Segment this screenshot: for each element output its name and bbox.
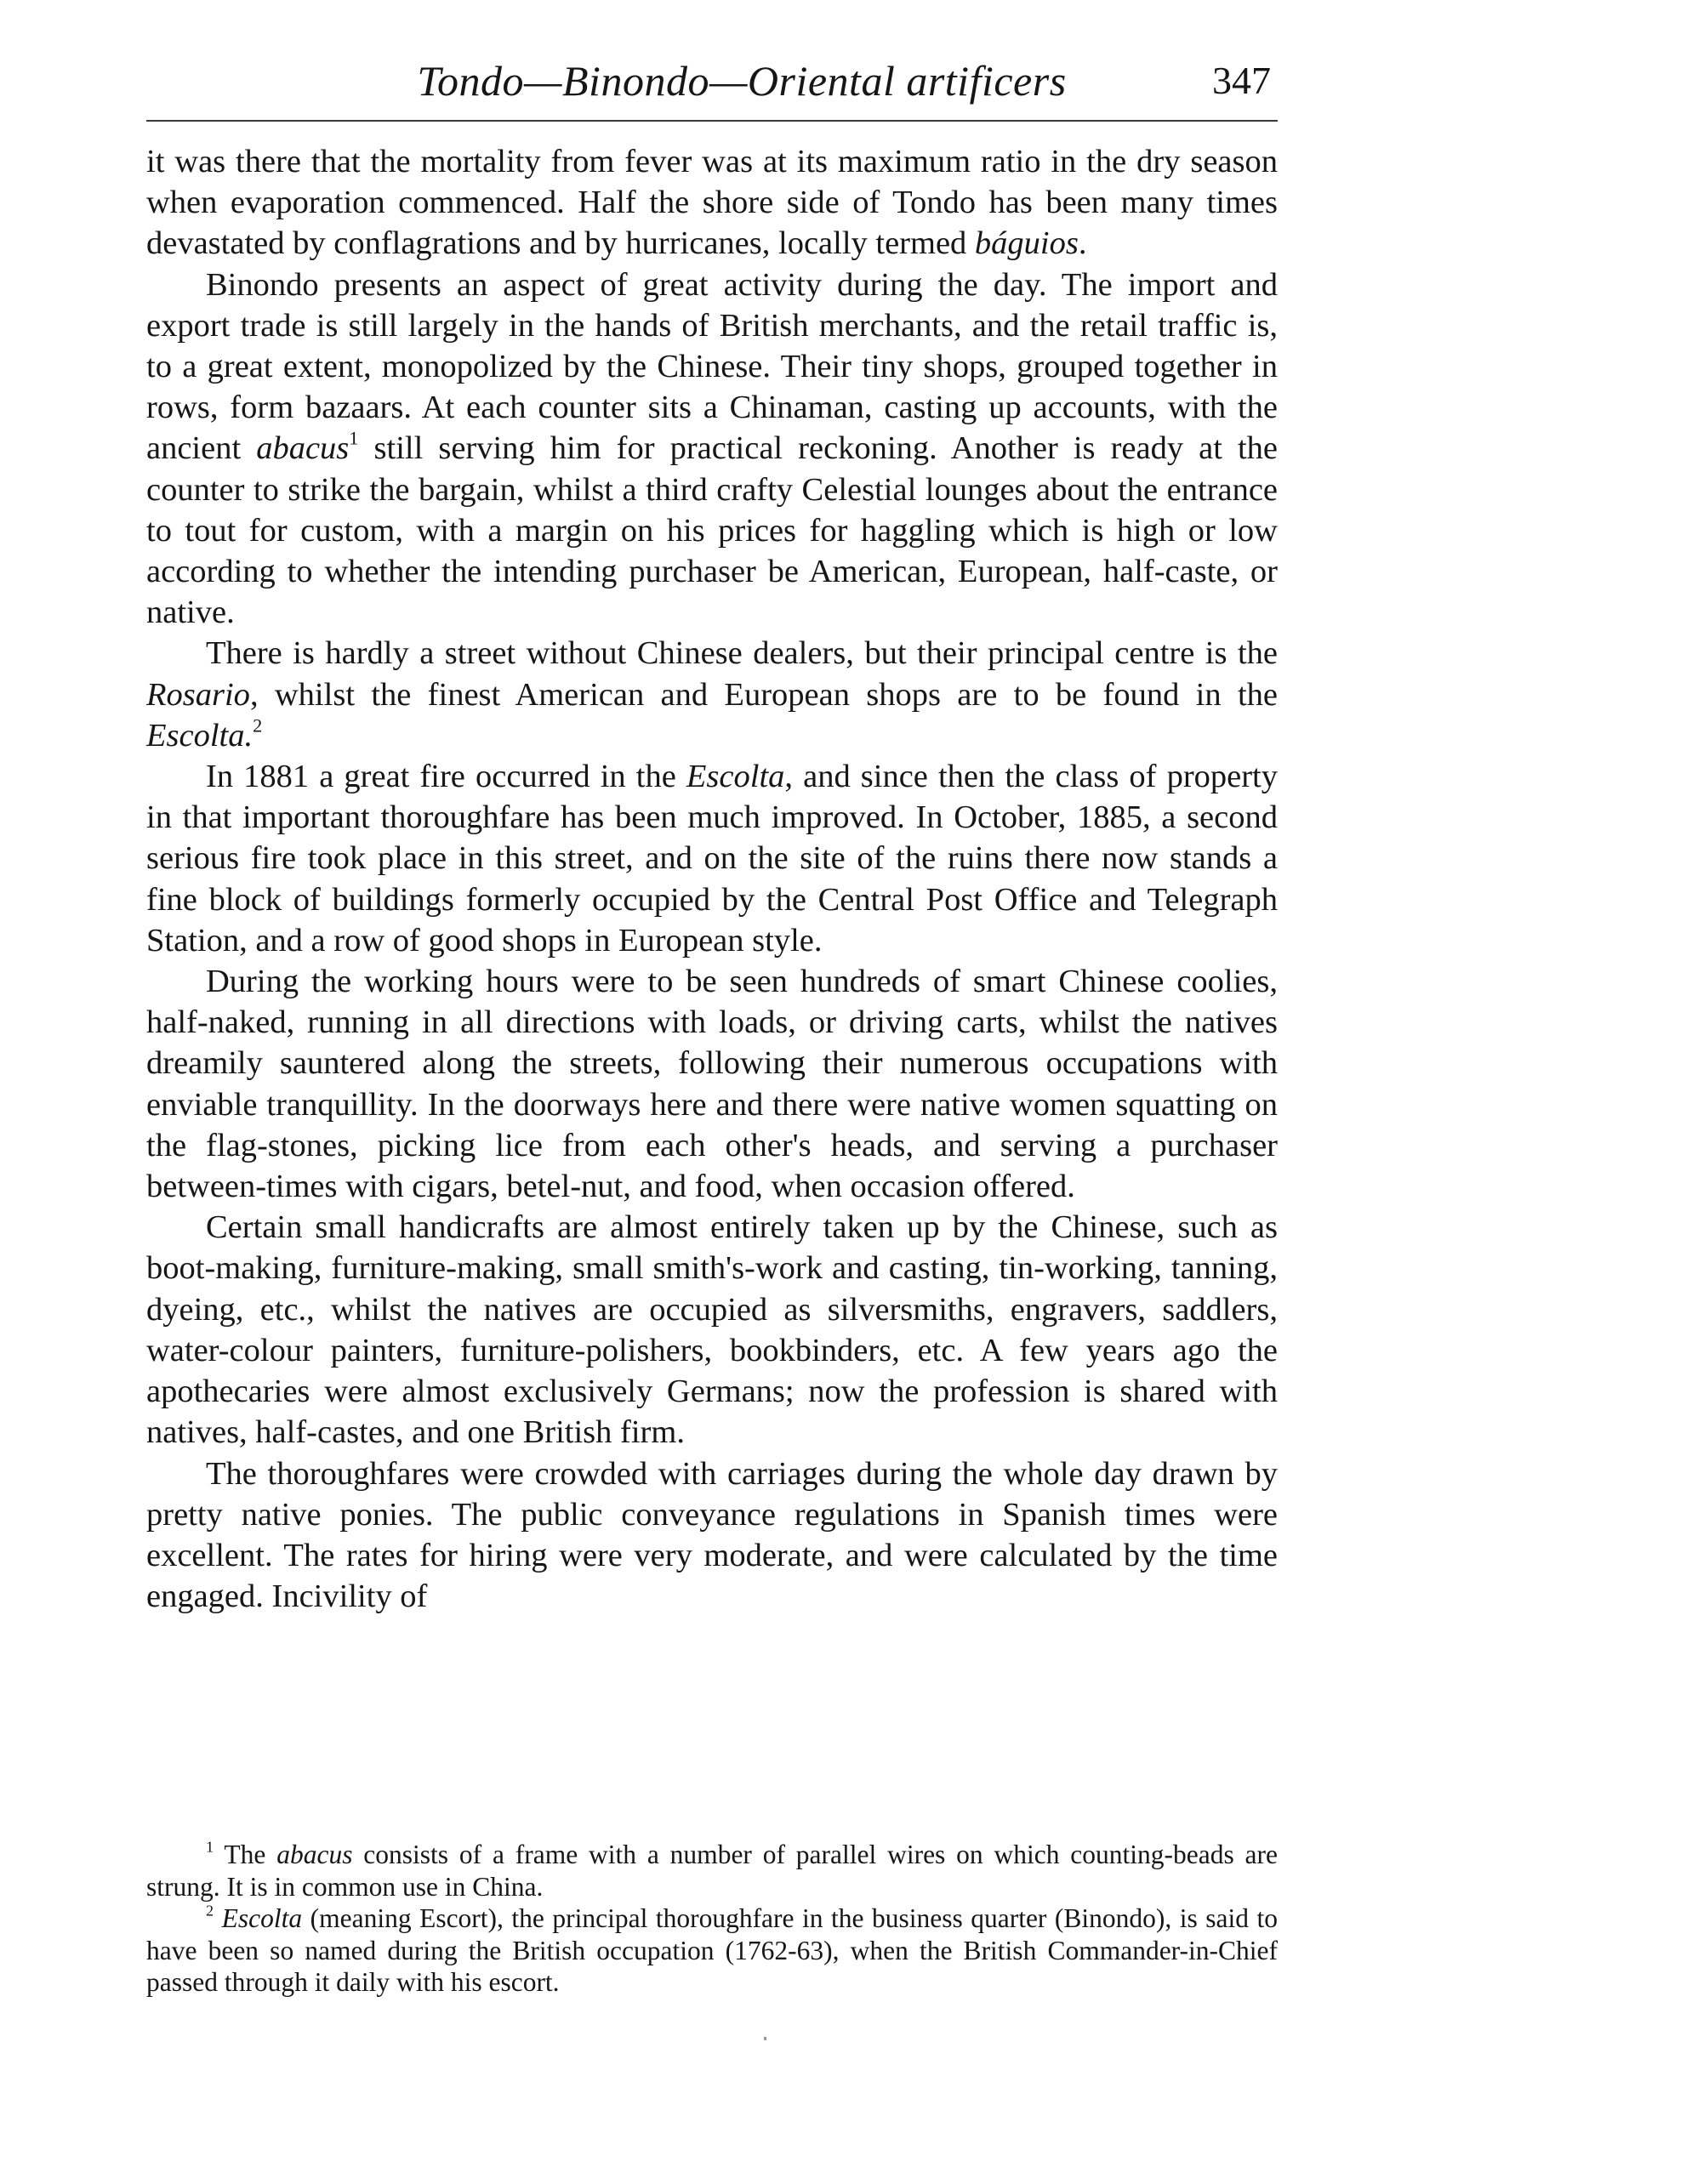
print-speck (764, 2037, 766, 2040)
footnotes (146, 1839, 1278, 1999)
italic-term: Escolta (686, 759, 785, 795)
text-run: consists of a frame with a number of parallel wires on which counting-beads are strung. It is in common use in China. (146, 1840, 1279, 1902)
italic-term: Escolta. (146, 717, 253, 754)
text-run: , and since then the class of property in that important thoroughfare has been much improved. In October, 1885, a second serious fire took place in this street, and on the site of the ruins there now stands a fine block of buildings formerly occupied by the Central Post Office and Telegraph Station, and a row of good shops in European style. (146, 759, 1278, 958)
paragraph (146, 141, 1278, 264)
footnote-marker: 2 (206, 1902, 214, 1920)
paragraph (146, 1207, 1278, 1453)
text-run: During the working hours were to be seen hundreds of smart Chinese coolies, half-naked, running in all directions with loads, or driving carts, whilst the natives dreamily sauntered along the streets, following their numerous occupations with enviable tranquillity. In the doorways here and there were native women squatting on the flag-stones, picking lice from each other's heads, and serving a purchaser between-times with cigars, betel-nut, and food, when occasion offered. (146, 964, 1278, 1205)
text-run: Certain small handicrafts are almost entirely taken up by the Chinese, such as boot-making, furniture-making, small smith's-work and casting, tin-working, tanning, dyeing, etc., whilst the natives are occupied as silversmiths, engravers, saddlers, water-colour painters, furniture-polishers, bookbinders, etc. A few years ago the apothecaries were almost exclusively Germans; now the profession is shared with natives, half-castes, and one British firm. (146, 1209, 1278, 1451)
page-header (146, 51, 1278, 111)
body-text (146, 141, 1278, 1617)
italic-term: Rosario (146, 676, 250, 713)
running-head: Tondo—Binondo—Oriental artificers (417, 57, 1067, 105)
paragraph (146, 633, 1278, 756)
paragraph (146, 756, 1278, 961)
italic-term: báguios (974, 225, 1079, 262)
text-run: There is hardly a street without Chinese dealers, but their principal centre is the (206, 635, 1278, 672)
text-run: . (1078, 225, 1087, 262)
text-run (214, 1903, 222, 1933)
text-run: (meaning Escort), the principal thoroughfare in the business quarter (Binondo), is said to have been so named during the British occupation (1762-63), when the British Commander-in-Chief passed through it daily with his escort. (146, 1903, 1278, 1997)
paragraph (146, 264, 1278, 634)
page-number: 347 (1212, 59, 1271, 102)
text-run: The (214, 1840, 277, 1869)
footnote-marker: 1 (206, 1838, 214, 1856)
header-rule (146, 120, 1278, 122)
text-run: still serving him for practical reckoning. Another is ready at the counter to strike the bargain, whilst a third crafty Celestial lounges about the entrance to tout for custom, with a margin on his prices for haggling which is high or low according to whether the intending purchaser be American, European, half-caste, or native. (146, 430, 1278, 631)
paragraph (146, 961, 1278, 1207)
text-run: , whilst the finest American and European shops are to be found in the (249, 676, 1278, 713)
italic-term: Escolta (221, 1903, 303, 1933)
text-run: Binondo presents an aspect of great activity during the day. The import and export trade is still largely in the hands of British merchants, and the retail traffic is, to a great extent, monopolized by the Chinese. Their tiny shops, grouped together in rows, form bazaars. At each counter sits a Chinaman, casting up accounts, with the ancient (146, 266, 1278, 467)
footnote (146, 1839, 1278, 1902)
italic-term: abacus (256, 430, 350, 467)
footnote (146, 1902, 1278, 1999)
footnote-marker: 2 (253, 714, 263, 737)
text-run: In 1881 a great fire occurred in the (206, 759, 686, 795)
paragraph (146, 1453, 1278, 1618)
text-run: The thoroughfares were crowded with carriages during the whole day drawn by pretty native ponies. The public conveyance regulations in Spanish times were excellent. The rates for hiring were very moderate, and were calculated by the time engaged. Incivility of (146, 1455, 1278, 1615)
italic-term: abacus (276, 1840, 353, 1869)
text-run: it was there that the mortality from fever was at its maximum ratio in the dry season when evaporation commenced. Half the shore side of Tondo has been many times devastated by conflagrations and by hurricanes, locally termed (146, 144, 1278, 262)
footnote-marker: 1 (349, 427, 359, 449)
